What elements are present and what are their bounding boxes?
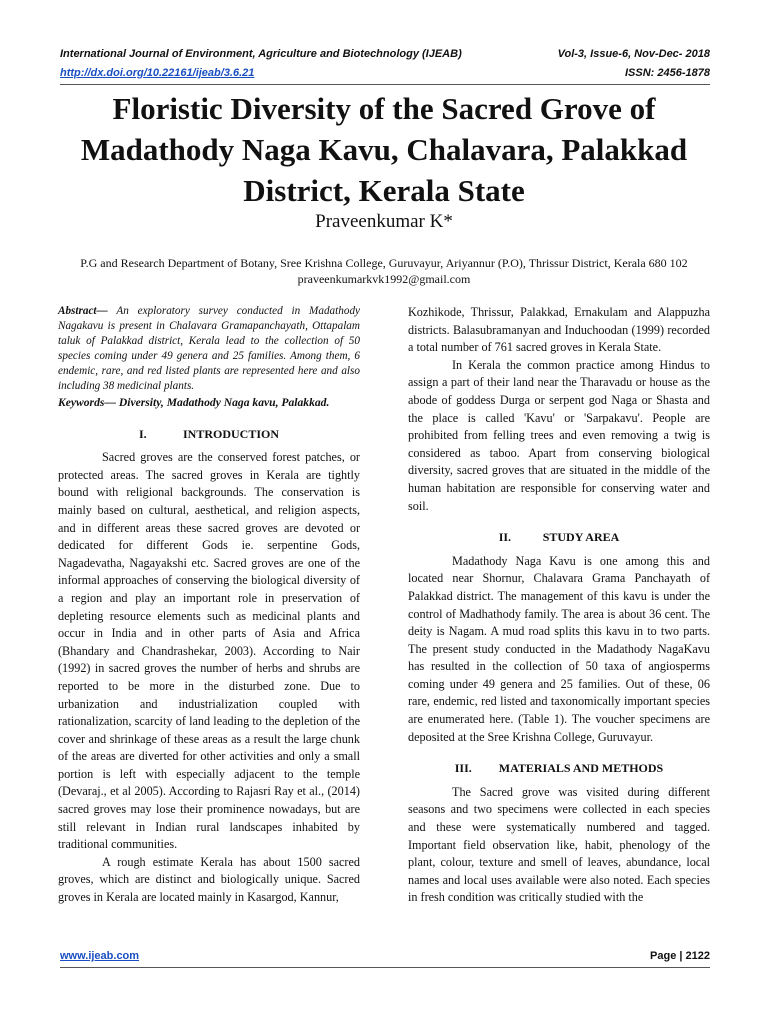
- abstract: [58, 304, 360, 394]
- study-area-paragraph: Madathody Naga Kavu is one among this and located near Shornur, Chalavara Grama Panchayath of Palakkad district. The management of this kavu is under the control of Madhathody family. The area is about 36 cent. The deity is Nagam. A mud road splits this kavu in to two parts. The present study conducted in the Madathody NagaKavu has resulted in the collection of 50 taxa of angiosperms coming under 49 genera and 25 families. Out of these, 06 rare, endemic, red listed and taxonomically important species are enumerated here. (Table 1). The voucher specimens are deposited at the Sree Krishna College, Guruvayur.: [408, 553, 710, 744]
- abstract-text: An exploratory survey conducted in Madathody Nagakavu is present in Chalavara Gramapanchayath, Ottapalam taluk of Palakkad district, Kerala lead to the collection of 50 species coming under 49 genera and 25 families. Among them, 6 endemic, rare, and red listed plants are represented here and also including 38 medicinal plants.: [58, 305, 360, 392]
- right-column: [408, 304, 710, 907]
- affiliation-block: [40, 255, 728, 287]
- intro-paragraph-1: Sacred groves are the conserved forest patches, or protected areas. The sacred groves in Kerala are tightly bound with religional backgrounds. The conservation is mainly based on cultural, aesthetical, and religion aspects, and in different areas these sacred groves are devoted or dedicated for different Gods ie. serpentine Gods, Nagadevatha, Nagayakshi etc. Sacred groves are one of the informal approaches of conserving the biological diversity of a region and play an important role in preservation of depleting resource elements such as medicinal plants and occur in India and in other parts of Asia and Africa (Bhandary and Chandrashekar, 2003). According to Nair (1992) in sacred groves the number of herbs and shrubs are reported to be more in the disturbed zone. Due to urbanization and industrialization coupled with rationalization, scarcity of land leading to the depletion of the cover and shrinkage of these areas as a result the large chunk of the areas are diverted for other activities and only a small portion is left with especially adjacent to the temple (Devaraj., et al 2005). According to Rajasri Ray et al., (2014) sacred groves may lose their prominence nowadays, but are still relevant in Indian rural landscapes inhabited by traditional communities.: [58, 450, 360, 852]
- methods-paragraph: The Sacred grove was visited during different seasons and two specimens were collected in each species and these were systematically numbered and tagged. Important field observation like, habit, phenology of the plant, colour, texture and smell of leaves, abundance, local names and local uses available were also noted. Each species in fresh condition was critically studied with the: [408, 784, 710, 905]
- doi-link[interactable]: http://dx.doi.org/10.22161/ijeab/3.6.21: [60, 67, 255, 79]
- abstract-label: Abstract—: [58, 305, 108, 317]
- section-heading-methods: III. MATERIALS AND METHODS: [454, 761, 664, 776]
- journal-name: International Journal of Environment, Agriculture and Biotechnology (IJEAB): [60, 48, 462, 60]
- footer-divider: [60, 967, 710, 968]
- author: Praveenkumar K*: [315, 211, 453, 232]
- section-heading-study-area: II. STUDY AREA: [498, 530, 620, 545]
- website-link[interactable]: www.ijeab.com: [60, 950, 140, 962]
- volume-info: Vol-3, Issue-6, Nov-Dec- 2018: [557, 48, 710, 60]
- affiliation: P.G and Research Department of Botany, Sree Krishna College, Guruvayur, Ariyannur (P.O), Thrissur District, Kerala 680 102: [80, 256, 688, 270]
- issn: ISSN: 2456-1878: [625, 67, 710, 79]
- intro-paragraph-2-cont: Kozhikode, Thrissur, Palakkad, Ernakulam and Alappuzha districts. Balasubramanyan and Induchoodan (1999) recorded a total number of 761 sacred groves in Kerala State.: [408, 305, 710, 355]
- page-number: Page | 2122: [650, 950, 710, 962]
- header-divider: [60, 84, 710, 85]
- email: praveenkumarkvk1992@gmail.com: [297, 272, 471, 286]
- journal-header-row2: [60, 67, 710, 79]
- journal-header: [60, 48, 710, 60]
- intro-paragraph-3: In Kerala the common practice among Hindus to assign a part of their land near the Tharavadu or house as the abode of goddess Durga or serpent god Naga or Shasta and the place is called 'Kavu' or 'Sarpakavu'. People are prohibited from felling trees and even removing a twig is considered as taboo. Apart from conserving biological diversity, sacred groves that are situated in the middle of the human habitation are responsible for conserving water and soil.: [408, 357, 710, 513]
- left-column: [58, 304, 360, 907]
- page-footer: [60, 950, 710, 962]
- intro-paragraph-2: A rough estimate Kerala has about 1500 sacred groves, which are distinct and biologically unique. Sacred groves in Kerala are located mainly in Kasargod, Kannur,: [58, 854, 360, 905]
- section-heading-introduction: I. INTRODUCTION: [138, 426, 279, 441]
- paper-title: Floristic Diversity of the Sacred Grove of Madathody Naga Kavu, Chalavara, Palakkad District, Kerala State: [80, 91, 688, 208]
- keywords: Keywords— Diversity, Madathody Naga kavu, Palakkad.: [58, 396, 330, 409]
